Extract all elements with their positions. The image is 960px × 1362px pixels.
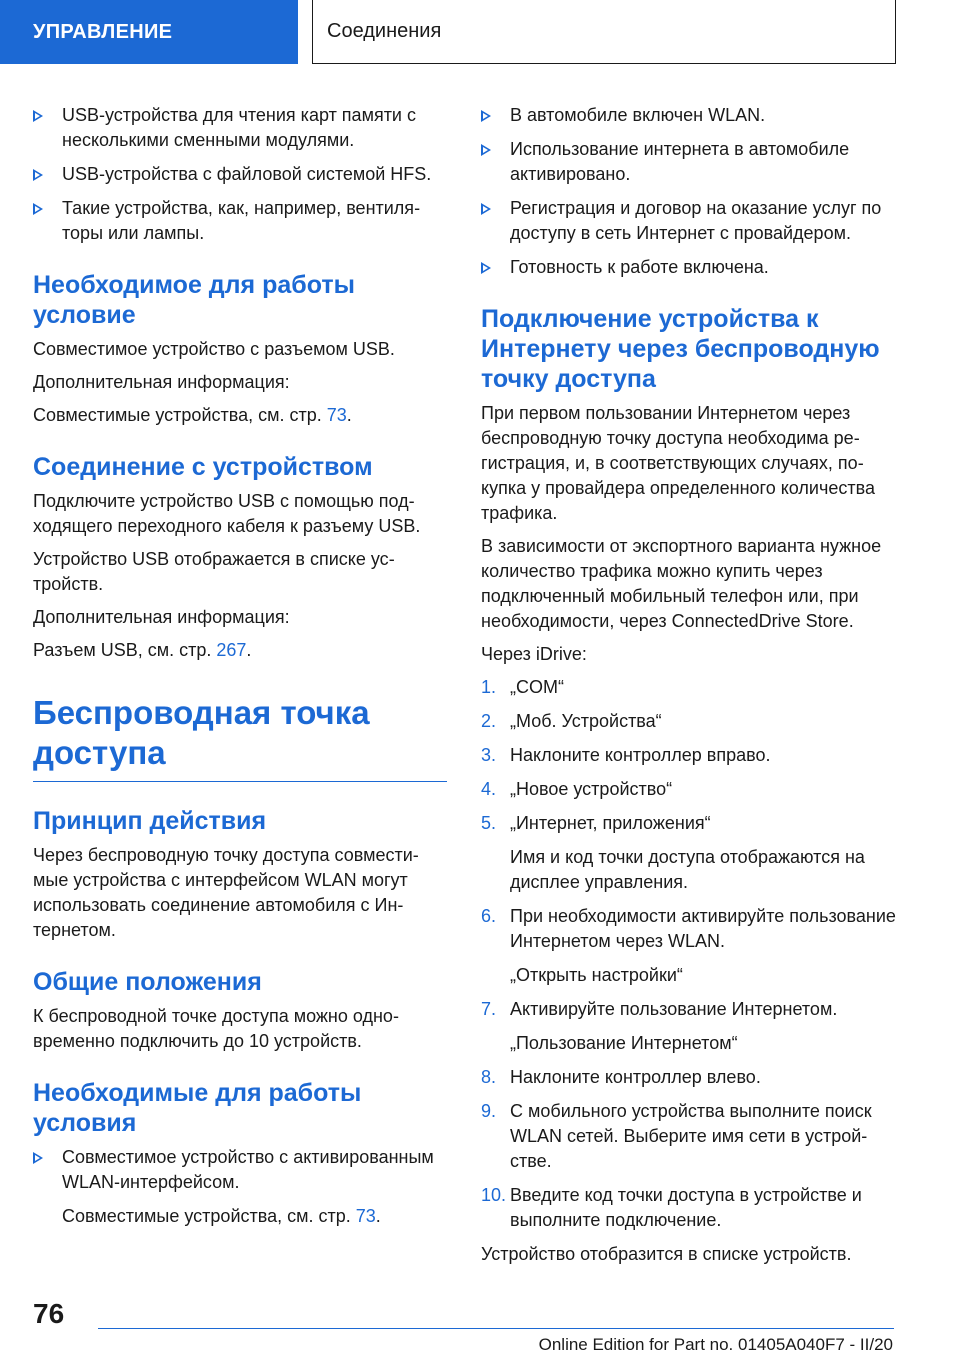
heading-hotspot: Беспроводная точка доступа: [33, 693, 447, 782]
list-item: USB-устройства для чтения карт памяти с несколькими сменными модулями.: [33, 103, 447, 153]
step-item: [481, 1183, 901, 1233]
heading-conditions: Необходимые для работы условия: [33, 1079, 362, 1137]
heading-connect-hotspot: Подключение устройства к Интернету через беспроводную точку доступа: [481, 305, 880, 393]
subsection-tab: [312, 0, 896, 64]
triangle-bullet-icon: [33, 169, 43, 181]
paragraph: Разъем USB, см. стр. 267.: [33, 640, 252, 660]
footer-edition: Online Edition for Part no. 01405A040F7 - II/20: [538, 1335, 893, 1354]
step-number: 5.: [481, 813, 497, 833]
step-text: Наклоните контроллер влево.: [510, 1067, 761, 1087]
step-item: [481, 675, 901, 700]
step-number: 3.: [481, 745, 497, 765]
list-item: Регистрация и договор на оказание услуг по доступу в сеть Интернет с провайдером.: [481, 196, 901, 246]
heading-principle: Принцип действия: [33, 807, 267, 835]
step-item: [481, 743, 901, 768]
triangle-bullet-icon: [33, 203, 43, 215]
triangle-bullet-icon: [481, 144, 491, 156]
paragraph: Дополнительная информация:: [33, 372, 290, 392]
step-number: 8.: [481, 1067, 497, 1087]
heading-general: Общие положения: [33, 968, 262, 996]
list-item: Использование интернета в автомобиле активировано.: [481, 137, 901, 187]
step-item: [481, 997, 901, 1022]
step-item: [481, 904, 901, 954]
step-item: [481, 709, 901, 734]
step-item: [481, 1065, 901, 1090]
step-number: 1.: [481, 677, 497, 697]
list-item: USB-устройства с файловой системой HFS.: [33, 162, 447, 187]
paragraph: Подключите устройство USB с помощью подходящего переходного кабеля к разъему USB.: [33, 491, 421, 536]
section-tab: [0, 0, 298, 64]
paragraph: При первом пользовании Интернетом через беспроводную точку доступа необходима регистрация, и, в соответствующих случаях, покупка у провайдера определенного количества трафика.: [481, 403, 875, 523]
heading-requirement: Необходимое для работы условие: [33, 271, 355, 329]
section-title: УПРАВЛЕНИЕ: [33, 20, 173, 43]
subsection-title: Соединения: [327, 20, 442, 42]
step-number: 9.: [481, 1101, 497, 1121]
footer-divider: [98, 1328, 894, 1329]
list-item: Совместимое устройство с активированным WLAN-интерфейсом.: [33, 1145, 447, 1195]
step-note: „Пользование Интернетом“: [510, 1033, 738, 1053]
triangle-bullet-icon: [481, 262, 491, 274]
list-item-note: Совместимые устройства, см. стр. 73.: [62, 1206, 381, 1226]
triangle-bullet-icon: [33, 110, 43, 122]
paragraph: В зависимости от экспортного варианта нужное количество трафика можно купить через подключенный мобильный телефон или, при необходимости, через ConnectedDrive Store.: [481, 536, 882, 631]
right-column: [481, 103, 901, 1275]
page-link[interactable]: 73: [326, 405, 347, 425]
page-number: 76: [33, 1298, 65, 1329]
paragraph: Через беспроводную точку доступа совместимые устройства с интерфейсом WLAN могут использовать соединение автомобиля с Интернетом.: [33, 845, 419, 940]
step-number: 2.: [481, 711, 497, 731]
triangle-bullet-icon: [33, 1152, 43, 1164]
step-note: Имя и код точки доступа отображаются на дисплее управления.: [510, 847, 865, 892]
step-number: 6.: [481, 906, 497, 926]
step-note: „Открыть настройки“: [510, 965, 683, 985]
step-text: Введите код точки доступа в устройстве и выполните подключение.: [510, 1185, 862, 1230]
step-item: [481, 811, 901, 836]
list-item: Такие устройства, как, например, вентиляторы или лампы.: [33, 196, 447, 246]
paragraph: Дополнительная информация:: [33, 607, 290, 627]
step-text: При необходимости активируйте пользование Интернетом через WLAN.: [510, 906, 896, 951]
left-column: [33, 103, 447, 1237]
step-text: Наклоните контроллер вправо.: [510, 745, 771, 765]
paragraph: Совместимое устройство с разъемом USB.: [33, 339, 395, 359]
step-item: [481, 1099, 901, 1174]
paragraph: Устройство отобразится в списке устройств.: [481, 1244, 852, 1264]
step-number: 10.: [481, 1185, 507, 1205]
list-item: В автомобиле включен WLAN.: [481, 103, 901, 128]
step-text: „Моб. Устройства“: [510, 711, 662, 731]
list-item: Готовность к работе включена.: [481, 255, 901, 280]
step-text: „Новое устройство“: [510, 779, 673, 799]
step-text: „COM“: [510, 677, 564, 697]
triangle-bullet-icon: [481, 203, 491, 215]
step-item: [481, 777, 901, 802]
steps-list: [481, 675, 901, 1233]
step-text: С мобильного устройства выполните поиск WLAN сетей. Выберите имя сети в устройстве.: [510, 1101, 872, 1171]
step-text: „Интернет, приложения“: [510, 813, 711, 833]
paragraph: Устройство USB отображается в списке устройств.: [33, 549, 395, 594]
step-number: 4.: [481, 779, 497, 799]
paragraph: К беспроводной точке доступа можно одновременно подключить до 10 устройств.: [33, 1006, 399, 1051]
step-text: Активируйте пользование Интернетом.: [510, 999, 838, 1019]
step-number: 7.: [481, 999, 497, 1019]
page-link[interactable]: 267: [216, 640, 247, 660]
paragraph: Через iDrive:: [481, 644, 587, 664]
heading-connection: Соединение с устройством: [33, 453, 373, 481]
triangle-bullet-icon: [481, 110, 491, 122]
page-link[interactable]: 73: [355, 1206, 376, 1226]
paragraph: Совместимые устройства, см. стр. 73.: [33, 405, 352, 425]
